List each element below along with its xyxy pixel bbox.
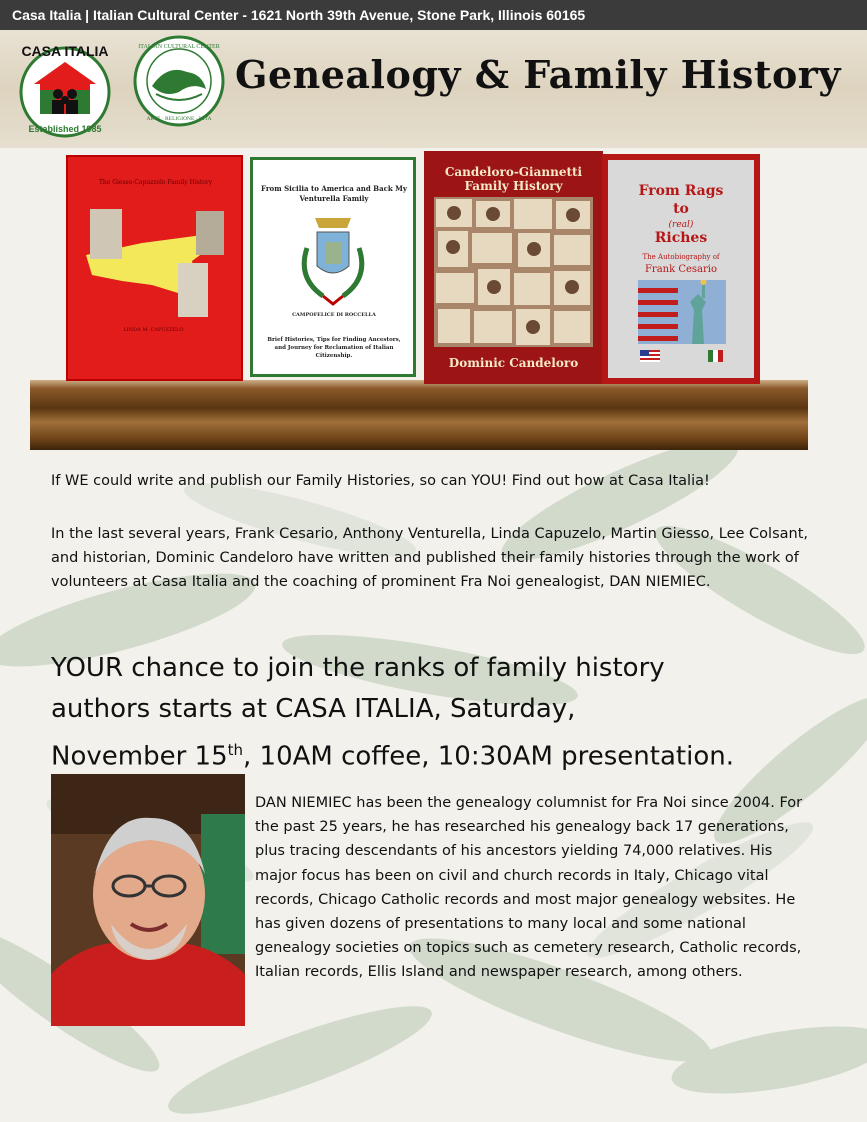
logo1-bottom-text: Established 1985 [28, 124, 102, 134]
wooden-shelf [30, 380, 808, 450]
us-flag-icon [640, 350, 660, 362]
book4-author: Frank Cesario [644, 264, 718, 275]
italian-flag-icon [708, 350, 723, 362]
address-bar: Casa Italia | Italian Cultural Center - 1621 North 39th Avenue, Stone Park, Illinois 60165 [0, 0, 867, 30]
statue-of-liberty-illustration [638, 280, 726, 344]
book-cover-rags-to-riches [602, 154, 760, 384]
logo2-bottom-text: ARTE · RELIGIONE · VITA [146, 116, 212, 122]
headline-line3 [51, 730, 841, 778]
book3-author: Dominic Candeloro [448, 356, 579, 370]
headline-line1: YOUR chance to join the ranks of family history [51, 653, 665, 683]
book2-title: From Sicilia to America and Back My Venturella Family [261, 184, 407, 203]
photo-collage [434, 197, 593, 347]
speaker-bio: DAN NIEMIEC has been the genealogy columnist for Fra Noi since 2004. For the past 25 years, he has researched his genealogy back 17 generations, plus tracing descendants of his ancestors yielding 74,000 relatives. His major focus has been on civil and church records in Italy, Chicago vital records, Chicago Catholic records and most major genealogy websites. He has given dozens of presentations to many local and some national genealogy societies on topics such as cemetery research, Catholic records, Italian records, Ellis Island and newspaper research, among others. [255, 795, 803, 981]
headline-line2: authors starts at CASA ITALIA, Saturday, [51, 694, 576, 724]
book-cover-giesso-capuzzelo [66, 155, 243, 381]
book-cover-venturella [250, 157, 416, 377]
book4-title-italic: (real) [668, 220, 694, 230]
speaker-photo [51, 774, 245, 1026]
headline-date-suffix: th [227, 741, 243, 759]
book4-title-line2: to [673, 201, 689, 217]
book4-title-line3: Riches [654, 230, 708, 246]
coat-of-arms-illustration [293, 208, 373, 312]
book3-title: Candeloro-Giannetti Family History [444, 165, 583, 193]
book4-title-line1: From Rags [638, 183, 724, 199]
intro-text: If WE could write and publish our Family Histories, so can YOU! Find out how at Casa Italia! [51, 473, 710, 489]
event-headline [51, 648, 841, 778]
sicily-map-illustration [82, 205, 230, 325]
book-cover-candeloro-giannetti [424, 151, 603, 384]
logo2-top-text: ITALIAN CULTURAL CENTER [138, 44, 220, 50]
book1-author: LINDA M. CAPUZZELO [123, 327, 184, 333]
book2-place: CAMPOFELICE DI ROCCELLA [292, 312, 376, 318]
headline-date: November 15 [51, 741, 228, 772]
book1-title: The Giesso-Capuzzelo Family History [98, 179, 213, 186]
logo1-top-text: CASA ITALIA [21, 43, 109, 59]
book4-subtitle: The Autobiography of [642, 253, 720, 261]
headline-times: , 10AM coffee, 10:30AM presentation. [243, 741, 734, 772]
italian-cultural-center-logo [132, 34, 226, 128]
casa-italia-logo [14, 34, 116, 144]
page-header [0, 30, 867, 148]
authors-paragraph: In the last several years, Frank Cesario, Anthony Venturella, Linda Capuzelo, Martin Giesso, Lee Colsant, and historian, Dominic Candeloro have written and published their family histories through the work of volunteers at Casa Italia and the coaching of prominent Fra Noi genealogist, DAN NIEMIEC. [51, 526, 808, 590]
page-title: Genealogy & Family History [235, 52, 841, 97]
book2-subtitle: Brief Histories, Tips for Finding Ancestors, and Journey for Reclamation of Italian Citizenship. [267, 337, 401, 359]
